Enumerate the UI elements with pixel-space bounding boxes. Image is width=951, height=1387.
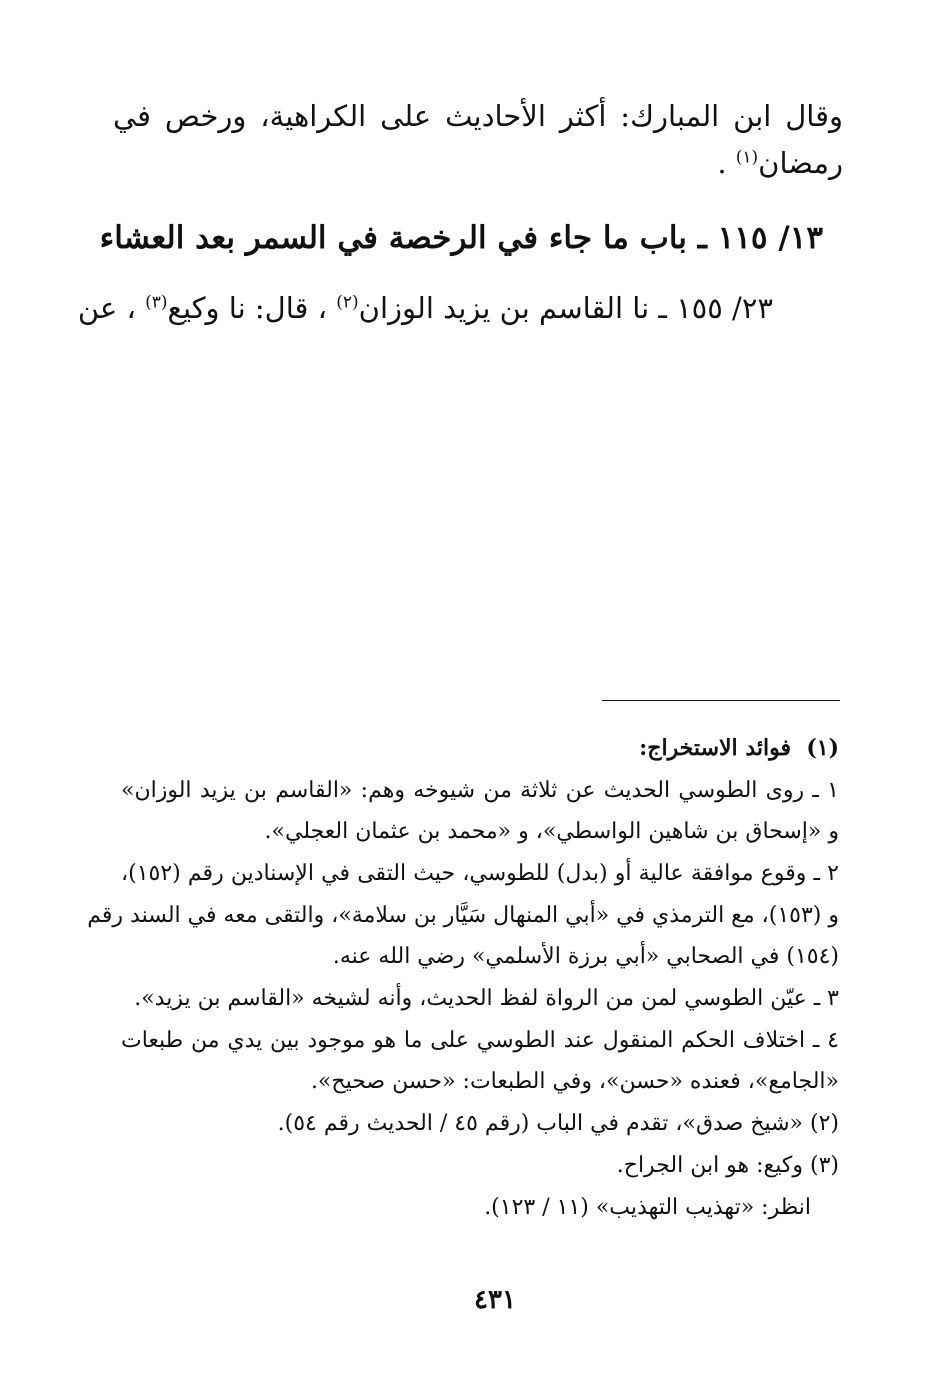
- hadith-part-2: ، قال: نا وكيع: [167, 291, 337, 325]
- footnote-1-heading: [639, 732, 839, 764]
- footnote-1-line-5: (١٥٤) في الصحابي «أبي برزة الأسلمي» رضي الله عنه.: [332, 944, 839, 969]
- hadith-part-3: ، عن: [77, 291, 146, 325]
- footnote-1-line-6: ٣ ـ عيّن الطوسي لمن من الرواة لفظ الحديث، وأنه لشيخه «القاسم بن يزيد».: [134, 986, 839, 1011]
- body-line-2-end: .: [717, 146, 736, 180]
- footnote-1-line-3: ٢ ـ وقوع موافقة عالية أو (بدل) للطوسي، حيث التقى في الإسنادين رقم (١٥٢)،: [121, 861, 839, 886]
- body-line-2-text: رمضان: [758, 146, 843, 180]
- footnote-ref-2: (٢): [336, 292, 359, 313]
- footnote-3-line-2: انظر: «تهذيب التهذيب» (١١ / ١٢٣).: [484, 1195, 811, 1220]
- page-number: ٤٣١: [474, 1285, 516, 1315]
- footnote-1-marker: (١): [806, 735, 839, 761]
- footnote-2: (٢) «شيخ صدق»، تقدم في الباب (رقم ٤٥ / الحديث رقم ٥٤).: [277, 1111, 839, 1136]
- footnote-separator: [602, 700, 840, 701]
- chapter-heading: ١٣/ ١١٥ ـ باب ما جاء في الرخصة في السمر بعد العشاء: [99, 220, 823, 256]
- footnote-ref-1: (١): [735, 147, 759, 168]
- footnote-1-line-1: ١ ـ روى الطوسي الحديث عن ثلاثة من شيوخه وهم: «القاسم بن يزيد الوزان»: [121, 778, 839, 803]
- footnote-1-line-2: و «إسحاق بن شاهين الواسطي»، و «محمد بن عثمان العجلي».: [264, 819, 839, 844]
- hadith-line: [77, 288, 773, 328]
- hadith-part-1: ٢٣/ ١٥٥ ـ نا القاسم بن يزيد الوزان: [358, 291, 773, 325]
- footnote-3-line-1: (٣) وكيع: هو ابن الجراح.: [616, 1153, 839, 1178]
- footnote-ref-3: (٣): [145, 292, 168, 313]
- body-line-1: وقال ابن المبارك: أكثر الأحاديث على الكراهية، ورخص في: [113, 99, 843, 133]
- body-line-2: [113, 143, 843, 183]
- footnote-1-line-4: و (١٥٣)، مع الترمذي في «أبي المنهال سَيَّار بن سلامة»، والتقى معه في السند رقم: [87, 903, 839, 928]
- footnote-1-line-7: ٤ ـ اختلاف الحكم المنقول عند الطوسي على ما هو موجود بين يدي من طبعات: [121, 1028, 839, 1053]
- footnote-1-line-8: «الجامع»، فعنده «حسن»، وفي الطبعات: «حسن صحيح».: [310, 1069, 839, 1094]
- footnote-1-title: فوائد الاستخراج:: [639, 735, 791, 761]
